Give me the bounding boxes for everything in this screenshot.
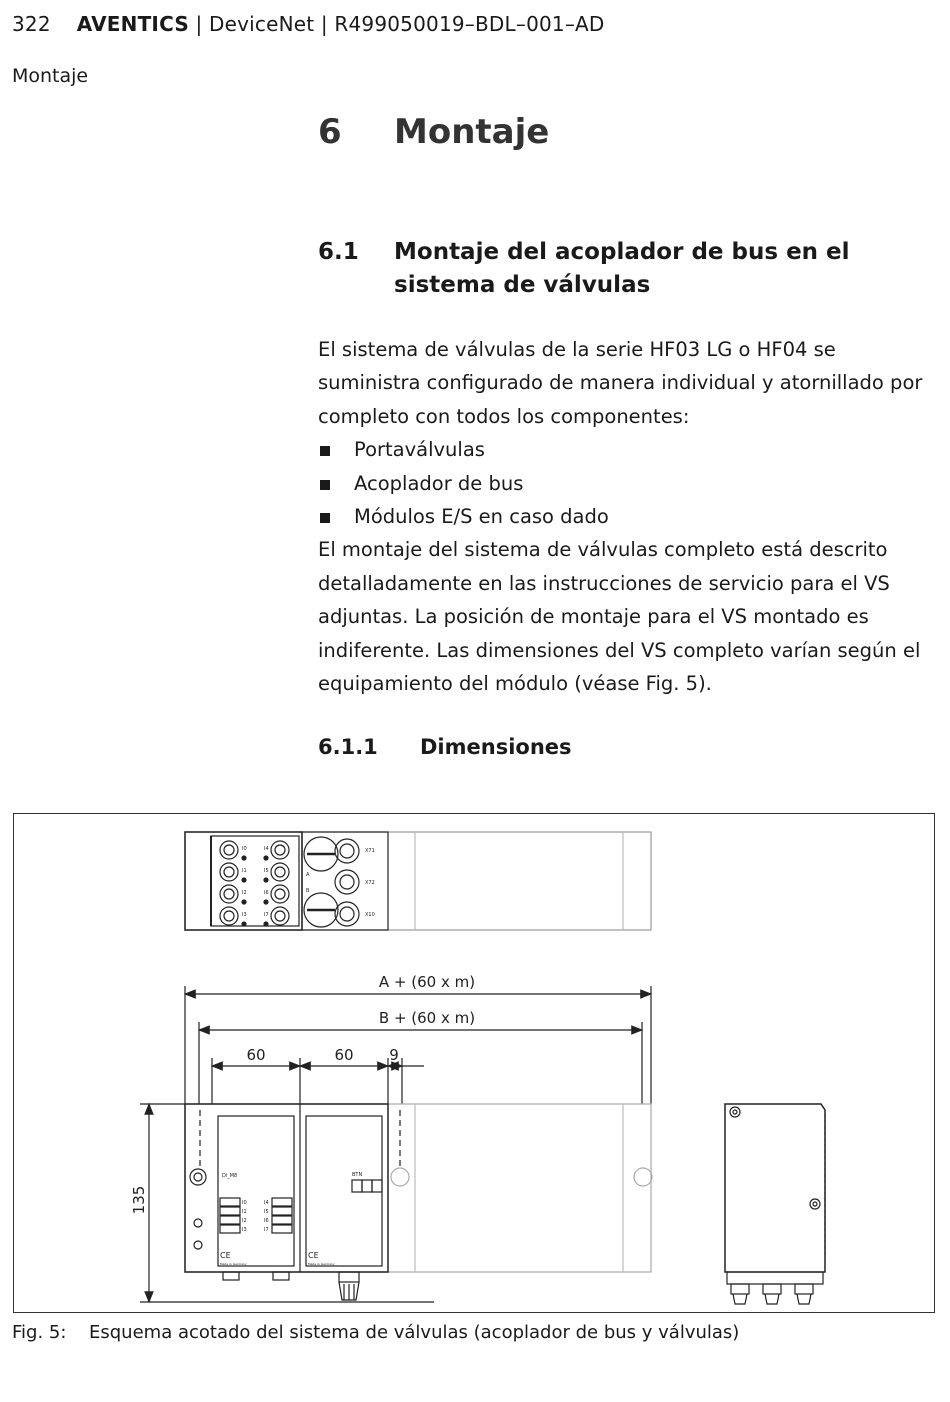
dimension-label: 135 xyxy=(130,1185,148,1215)
bullet-square-icon xyxy=(320,513,330,523)
dimension-label: A + (60 x m) xyxy=(378,973,476,991)
bus-label: BTN xyxy=(352,1172,363,1178)
caption-text: Esquema acotado del sistema de válvulas (acoplador de bus y válvulas) xyxy=(89,1322,740,1343)
bus-connectors xyxy=(304,837,359,927)
body-text xyxy=(318,333,943,700)
module-io-label: I4 xyxy=(264,1200,269,1206)
bullet-square-icon xyxy=(320,446,330,456)
brand-name: AVENTICS xyxy=(76,12,189,36)
chapter-heading xyxy=(318,112,549,152)
chapter-number: 6 xyxy=(318,112,342,152)
mounting-paragraph: El montaje del sistema de válvulas completo está descrito detalladamente en las instrucciones de servicio para el VS adjuntas. La posición de montaje para el VS montado es indiferente. Las dimensiones del VS completo varían según el equipamiento del módulo (véase Fig. 5). xyxy=(318,538,921,696)
dimension-label: 9 xyxy=(389,1046,399,1064)
page-header xyxy=(12,12,605,36)
ce-mark-icon: CE xyxy=(220,1251,231,1260)
side-label: B xyxy=(306,888,310,894)
dimension-label: 60 xyxy=(334,1046,354,1064)
running-section-label: Montaje xyxy=(12,65,89,87)
product-name: DeviceNet xyxy=(209,12,315,36)
module-io-label: I7 xyxy=(264,1227,269,1233)
intro-paragraph: El sistema de válvulas de la serie HF03 LG o HF04 se suministra configurado de manera individual y atornillado por completo con todos los componentes: xyxy=(318,338,923,428)
dimension-drawing-figure xyxy=(13,813,935,1313)
list-item: Portaválvulas xyxy=(318,433,943,466)
dimension-label: B + (60 x m) xyxy=(378,1009,476,1027)
section-title: Montaje del acoplador de bus en el sistema de válvulas xyxy=(394,239,850,298)
module-io-label: I2 xyxy=(242,1218,247,1224)
list-item: Módulos E/S en caso dado xyxy=(318,500,943,533)
top-view xyxy=(185,832,651,930)
port-label: I1 xyxy=(242,868,247,874)
module-label: Di_M8 xyxy=(222,1173,238,1179)
figure-caption xyxy=(12,1322,739,1343)
made-in-label: Made in Germany xyxy=(308,1262,335,1266)
section-number: 6.1 xyxy=(318,239,359,265)
port-label: I0 xyxy=(242,846,247,852)
figure-number: Fig. 5: xyxy=(12,1322,67,1343)
connector-label: X10 xyxy=(365,912,375,918)
port-label: I3 xyxy=(242,912,247,918)
connector-label: X72 xyxy=(365,880,375,886)
dimension-label: 60 xyxy=(246,1046,266,1064)
port-label: I6 xyxy=(264,890,269,896)
side-label: A xyxy=(306,872,310,878)
module-io-label: I3 xyxy=(242,1227,247,1233)
port-label: I5 xyxy=(264,868,269,874)
section-heading xyxy=(318,236,938,302)
port-label: I2 xyxy=(242,890,247,896)
header-separator: | xyxy=(195,12,203,36)
subsection-number: 6.1.1 xyxy=(318,735,378,759)
module-io-label: I5 xyxy=(264,1209,269,1215)
module-io-label: I1 xyxy=(242,1209,247,1215)
ce-mark-icon: CE xyxy=(308,1251,319,1260)
bullet-square-icon xyxy=(320,480,330,490)
chapter-title: Montaje xyxy=(394,112,550,152)
header-separator: | xyxy=(320,12,328,36)
subsection-title: Dimensiones xyxy=(420,735,572,759)
dimension-drawing xyxy=(14,814,936,1314)
side-view xyxy=(725,1104,825,1304)
connector-label: X71 xyxy=(365,848,375,854)
front-view xyxy=(185,1104,652,1300)
port-label: I7 xyxy=(264,912,269,918)
document-id: R499050019–BDL–001–AD xyxy=(334,12,605,36)
port-label: I4 xyxy=(264,846,269,852)
subsection-heading xyxy=(318,735,572,759)
page-number: 322 xyxy=(12,12,51,36)
made-in-label: Made in Germany xyxy=(220,1262,247,1266)
dimension-lines xyxy=(140,986,651,1302)
module-io-label: I6 xyxy=(264,1218,269,1224)
module-io-label: I0 xyxy=(242,1200,247,1206)
component-list xyxy=(318,433,943,533)
port-connectors xyxy=(220,841,289,926)
list-item: Acoplador de bus xyxy=(318,467,943,500)
